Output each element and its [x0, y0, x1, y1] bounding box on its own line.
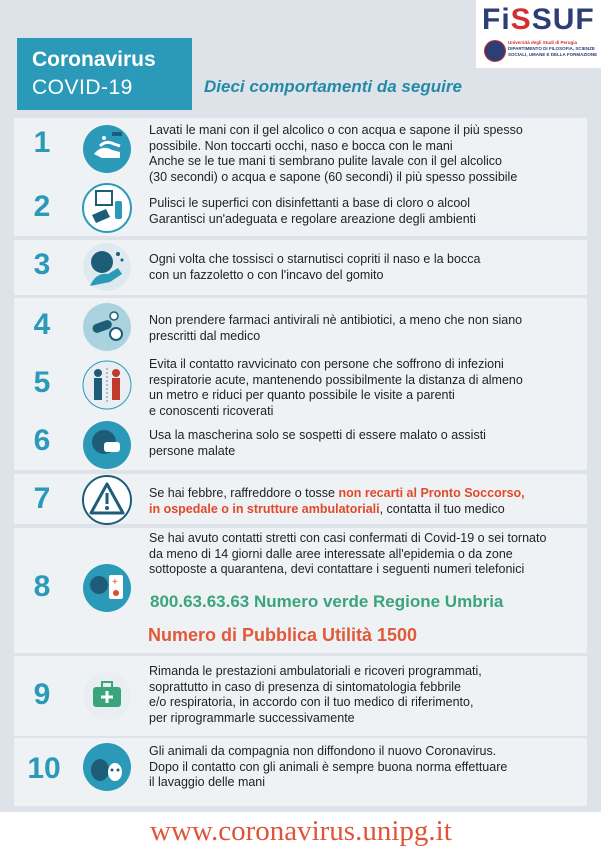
pills-icon — [82, 302, 132, 352]
item-9-text: Rimanda le prestazioni ambulatoriali e ricoveri programmati, soprattutto in caso di presenza di sintomatologia febbrile e/o respiratoria, in accordo con il tuo medico di riferimento, per riprogrammarle successivamente — [149, 664, 482, 725]
face-mask-icon — [82, 420, 132, 470]
item-10-text: Gli animali da compagnia non diffondono il nuovo Coronavirus. Dopo il contatto con gli animali è sempre buona norma effettuare il lavaggio delle mani — [149, 744, 508, 789]
disinfect-surfaces-icon — [82, 183, 132, 233]
title-line-2: COVID-19 — [32, 76, 133, 99]
item-7-text: Se hai febbre, raffreddore o tosse non recarti al Pronto Soccorso, in ospedale o in strutture ambulatoriali, contatta il tuo medico — [149, 486, 525, 516]
item-number: 8 — [33, 570, 51, 603]
warning-red-text: non recarti al Pronto Soccorso, — [338, 486, 525, 500]
phone-call-icon — [82, 563, 132, 613]
item-2-text: Pulisci le superfici con disinfettanti a base di cloro o alcool Garantisci un'adeguata e regolare areazione degli ambienti — [149, 196, 476, 226]
website-link[interactable]: www.coronavirus.unipg.it — [150, 815, 452, 847]
green-number-phone[interactable]: 800.63.63.63 Numero verde Regione Umbria — [150, 592, 504, 611]
fissuf-logo — [476, 0, 601, 68]
item-4-text: Non prendere farmaci antivirali nè antibiotici, a meno che non siano prescritti dal medico — [149, 313, 523, 343]
university-seal-icon — [484, 40, 506, 62]
svg-text:+: + — [112, 577, 118, 588]
handwash-icon — [82, 124, 132, 174]
distance-icon — [82, 360, 132, 410]
logo-department: Università degli Studi di Perugia DIPARTIMENTO DI FILOSOFIA, SCIENZE SOCIALI, UMANE E DELLA FORMAZIONE — [508, 40, 598, 57]
item-number: 3 — [33, 248, 51, 281]
title-line-1: Coronavirus — [32, 48, 156, 71]
header-title-box — [17, 38, 192, 110]
public-utility-phone[interactable]: Numero di Pubblica Utilità 1500 — [148, 625, 418, 645]
medical-bag-icon — [82, 671, 132, 721]
logo-wordmark: FiSSUF — [482, 3, 595, 36]
page-subtitle: Dieci comportamenti da seguire — [204, 77, 462, 96]
item-8-text: Se hai avuto contatti stretti con casi confermati di Covid-19 o sei tornato da meno di 14 giorni dalle aree interessate all'epidemia o da zone sottoposte a quarantena, devi contattare i seguenti numeri telefonici — [149, 531, 547, 576]
item-number: 2 — [33, 190, 51, 223]
warning-red-text: in ospedale o in strutture ambulatoriali — [149, 501, 380, 516]
item-number: 5 — [33, 366, 51, 399]
item-1-text: Lavati le mani con il gel alcolico o con acqua e sapone il più spesso possibile. Non toccarti occhi, naso e bocca con le mani Anche se le tue mani ti sembrano pulite lavale con il gel alcolico (30 secondi) o acqua e sapone (60 secondi) il più spesso possibile — [149, 123, 523, 184]
item-5-text: Evita il contatto ravvicinato con persone che soffrono di infezioni respiratorie acute, mantenendo possibilmente la distanza di almeno un metro e riduci per quanto possibile le visite a parenti e conoscenti ricoverati — [149, 357, 523, 418]
item-number: 4 — [33, 308, 51, 341]
item-number: 10 — [27, 752, 61, 785]
cough-elbow-icon — [82, 242, 132, 292]
item-number: 7 — [33, 482, 51, 515]
pets-icon — [82, 742, 132, 792]
item-number: 1 — [33, 126, 51, 159]
item-6-text: Usa la mascherina solo se sospetti di essere malato o assisti persone malate — [149, 428, 486, 458]
item-number: 9 — [33, 678, 51, 711]
item-3-text: Ogni volta che tossisci o starnutisci copriti il naso e la bocca con un fazzoletto o con l'incavo del gomito — [149, 252, 481, 282]
item-number: 6 — [33, 424, 51, 457]
warning-icon — [82, 475, 132, 525]
